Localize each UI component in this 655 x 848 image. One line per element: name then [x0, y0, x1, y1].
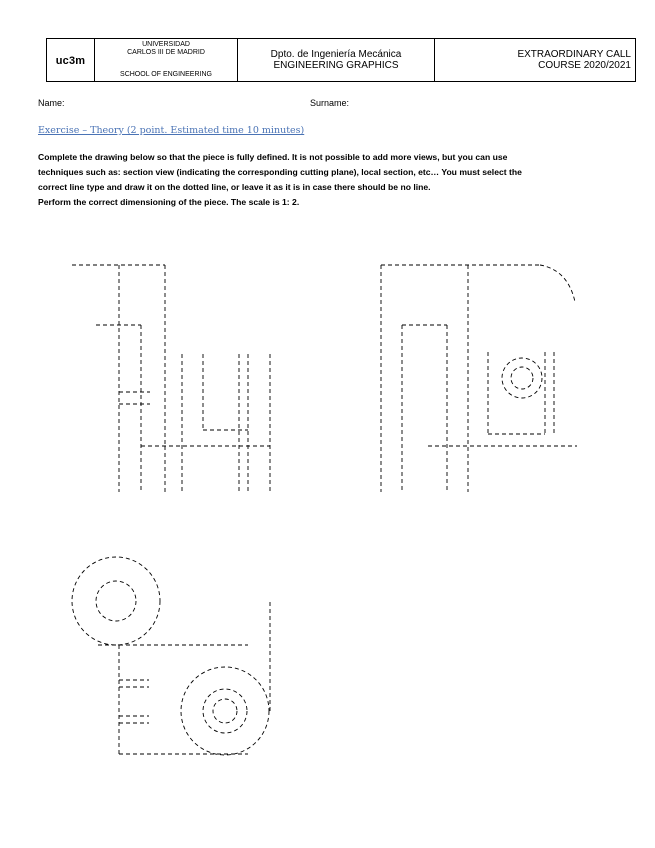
exercise-title: Exercise – Theory (2 point. Estimated time 10 minutes) — [38, 125, 305, 136]
instruction-line: correct line type and draw it on the dotted line, or leave it as it is in case there should be no line. — [38, 182, 431, 192]
instruction-line: Perform the correct dimensioning of the piece. The scale is 1: 2. — [38, 197, 300, 207]
university-line2: CARLOS III DE MADRID — [127, 49, 205, 56]
subject-name: ENGINEERING GRAPHICS — [273, 60, 399, 71]
uc3m-logo: uc3m — [55, 55, 86, 67]
top-view — [72, 557, 270, 755]
front-view — [72, 265, 270, 492]
instruction-line: Complete the drawing below so that the piece is fully defined. It is not possible to add more views, but you can use — [38, 152, 508, 162]
instruction-line: techniques such as: section view (indicating the corresponding cutting plane), local section, etc… You must select the — [38, 167, 522, 177]
call-name: EXTRAORDINARY CALL — [517, 49, 631, 60]
surname-label: Surname: — [310, 98, 350, 108]
course-name: COURSE 2020/2021 — [538, 60, 631, 71]
department-name: Dpto. de Ingeniería Mecánica — [270, 49, 402, 60]
side-view — [381, 265, 577, 492]
name-label: Name: — [38, 98, 65, 108]
school-name: SCHOOL OF ENGINEERING — [120, 71, 212, 78]
university-line1: UNIVERSIDAD — [142, 41, 190, 48]
